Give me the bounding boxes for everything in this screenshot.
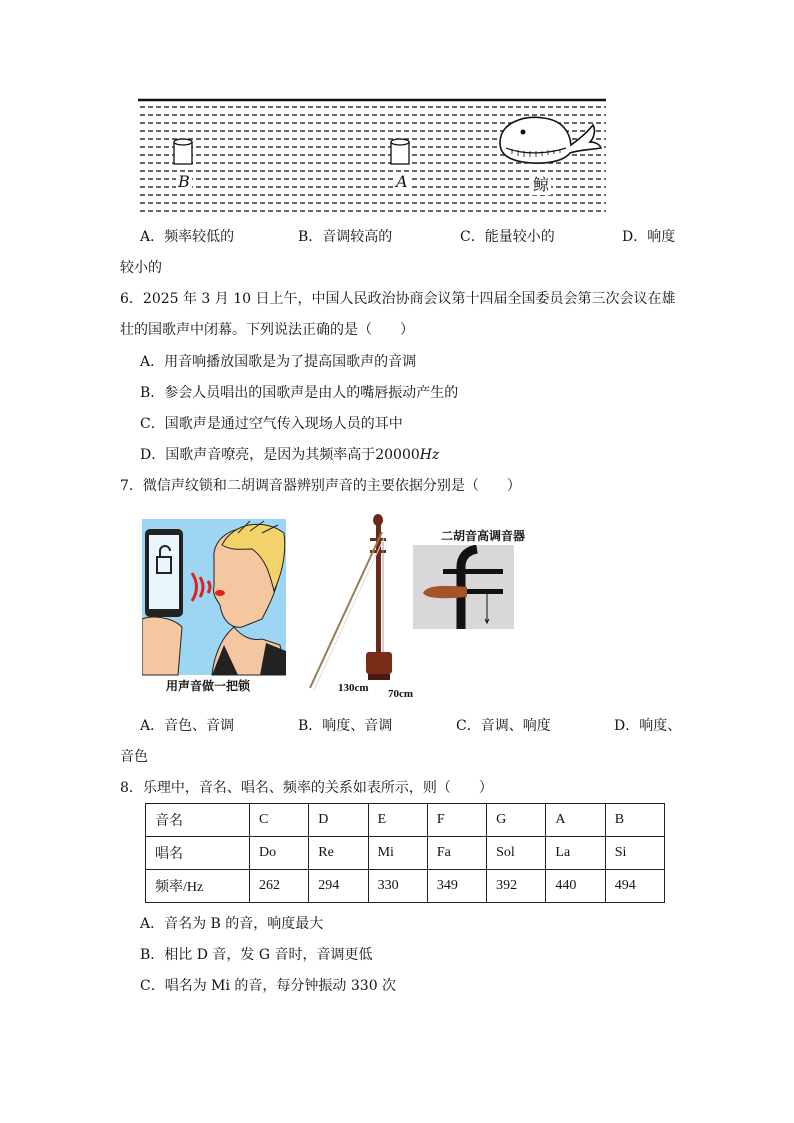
label-b: B <box>178 172 190 191</box>
q5-option-d-cont: 较小的 <box>120 260 162 276</box>
q5-option-c: C．能量较小的 <box>460 229 555 245</box>
table-cell: 频率/Hz <box>146 870 250 903</box>
q6-option-c: C．国歌声是通过空气传入现场人员的耳中 <box>140 416 403 432</box>
voice-lock-illustration <box>142 519 286 695</box>
q7-stem: 7．微信声纹锁和二胡调音器辨别声音的主要依据分别是（ ） <box>120 478 521 494</box>
q6-option-b: B．参会人员唱出的国歌声是由人的嘴唇振动产生的 <box>140 385 459 401</box>
table-cell: C <box>250 804 309 837</box>
q5-option-b: B．音调较高的 <box>298 229 393 245</box>
table-cell: Si <box>605 837 664 870</box>
table-cell: La <box>546 837 605 870</box>
erhu-illustration <box>304 512 404 700</box>
tuner-title: 二胡音高调音器 <box>441 529 526 543</box>
table-cell: 294 <box>309 870 368 903</box>
tuner-image <box>413 545 514 629</box>
table-cell: D <box>309 804 368 837</box>
q6-stem-line2: 壮的国歌声中闭幕。下列说法正确的是（ ） <box>120 322 414 338</box>
voice-lock-caption: 用声音做一把锁 <box>166 679 251 693</box>
q6-option-d-text: D．国歌声音嘹亮，是因为其频率高于20000 <box>140 447 420 463</box>
q7-option-c: C．音调、响度 <box>456 718 551 734</box>
table-cell: Re <box>309 837 368 870</box>
table-cell: G <box>487 804 546 837</box>
q6-option-a: A．用音响播放国歌是为了提高国歌声的音调 <box>140 354 417 370</box>
q8-option-c: C．唱名为 Mi 的音，每分钟振动 330 次 <box>140 978 397 994</box>
table-cell: Fa <box>427 837 486 870</box>
receiver-a-icon <box>391 139 409 164</box>
table-cell: 349 <box>427 870 486 903</box>
table-cell: 494 <box>605 870 664 903</box>
q5-option-d: D．响度 <box>622 229 676 245</box>
q8-option-a: A．音名为 B 的音，响度最大 <box>140 916 324 932</box>
erhu-length-label: 130cm <box>338 682 369 694</box>
q7-option-a: A．音色、音调 <box>140 718 235 734</box>
erhu-body-label: 70cm <box>388 688 414 700</box>
table-cell: 音名 <box>146 804 250 837</box>
q6-option-d-unit: Hz <box>419 447 440 463</box>
table-cell: 330 <box>368 870 427 903</box>
q7-option-d-cont: 音色 <box>120 749 148 765</box>
frequency-table <box>145 803 665 903</box>
table-cell: A <box>546 804 605 837</box>
whale-icon <box>500 117 601 163</box>
table-row <box>146 837 665 870</box>
q6-option-d <box>140 445 439 465</box>
table-row <box>146 804 665 837</box>
table-row <box>146 870 665 903</box>
label-whale: 鲸 <box>531 172 551 195</box>
voice-lock-image <box>142 519 286 695</box>
table-cell: B <box>605 804 664 837</box>
table-cell: Sol <box>487 837 546 870</box>
receiver-b-icon <box>174 139 192 164</box>
table-cell: 唱名 <box>146 837 250 870</box>
sea-drawing <box>138 98 608 216</box>
q8-option-b: B．相比 D 音，发 G 音时，音调更低 <box>140 947 373 963</box>
table-cell: F <box>427 804 486 837</box>
label-a: A <box>396 172 408 191</box>
table-cell: Mi <box>368 837 427 870</box>
q8-stem: 8．乐理中，音名、唱名、频率的关系如表所示，则（ ） <box>120 780 493 796</box>
tuner-illustration <box>413 545 514 629</box>
table-cell: 262 <box>250 870 309 903</box>
sea-figure <box>138 98 608 216</box>
erhu-image <box>304 512 414 700</box>
table-cell: E <box>368 804 427 837</box>
q7-option-b: B．响度、音调 <box>298 718 393 734</box>
table-cell: 392 <box>487 870 546 903</box>
q6-stem-line1: 6．2025 年 3 月 10 日上午，中国人民政治协商会议第十四届全国委员会第三次会议在雄 <box>120 291 676 307</box>
q5-option-a: A．频率较低的 <box>140 229 235 245</box>
table-cell: 440 <box>546 870 605 903</box>
q7-option-d: D．响度、 <box>614 718 682 734</box>
table-cell: Do <box>250 837 309 870</box>
